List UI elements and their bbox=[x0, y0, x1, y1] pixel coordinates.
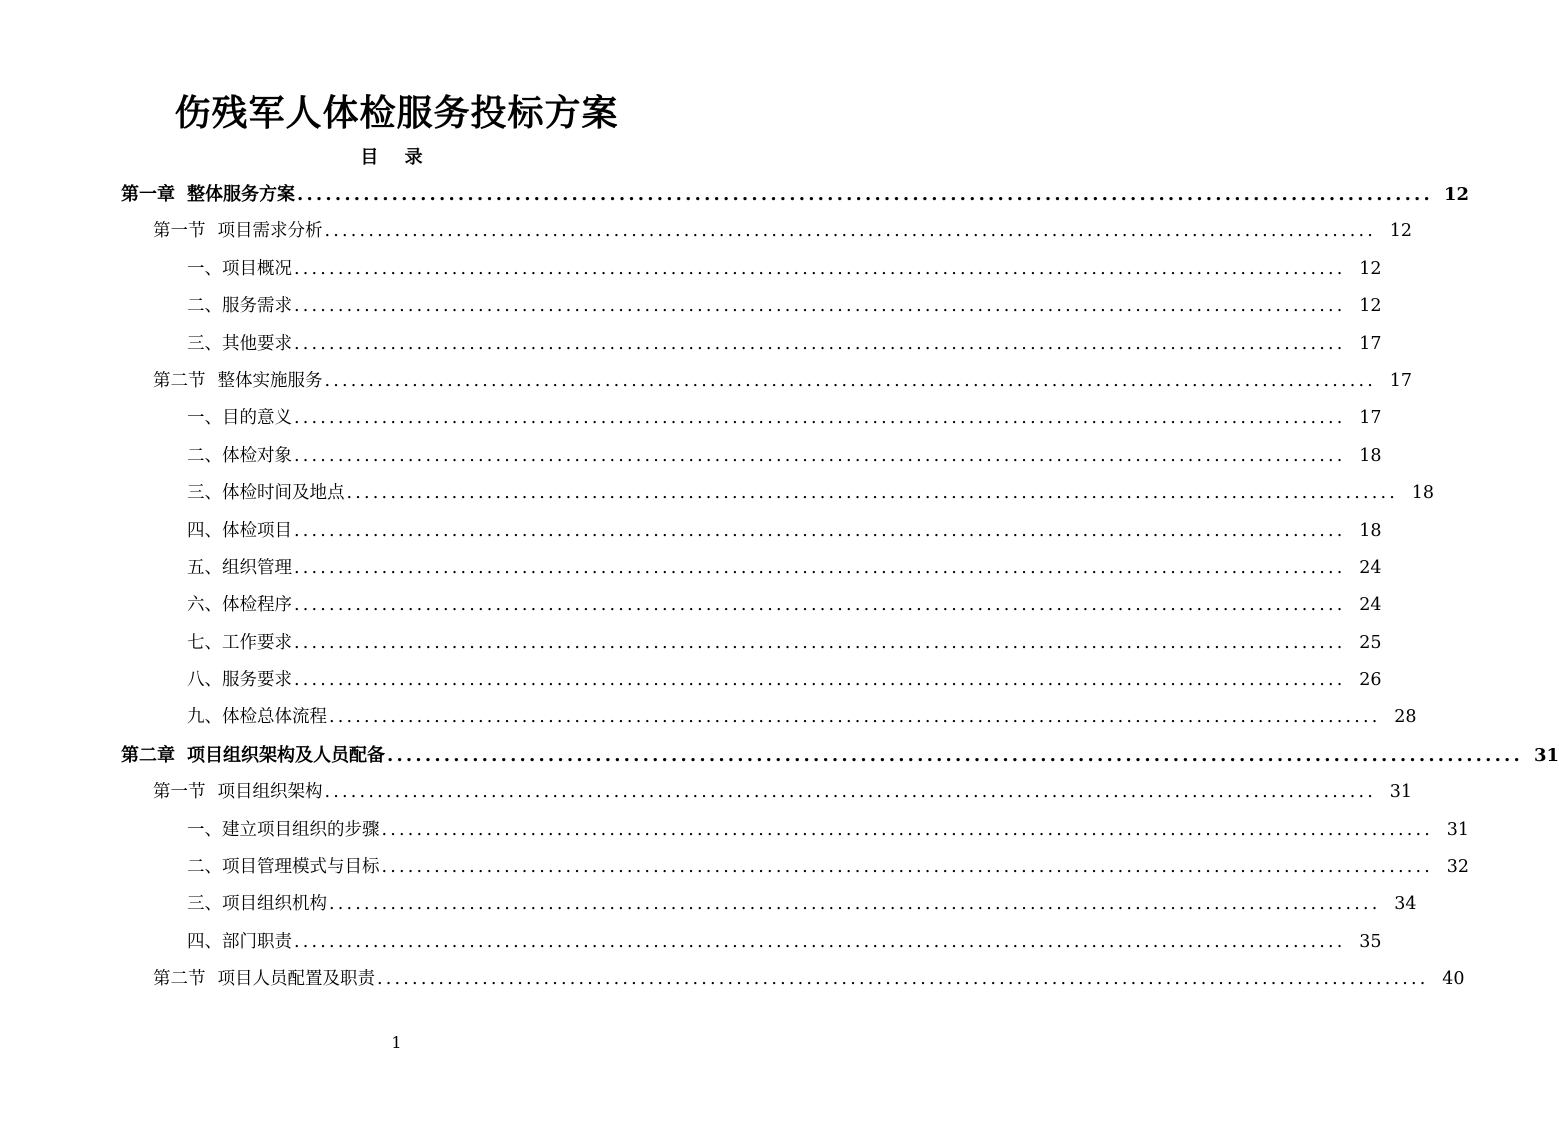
toc-entry-label bbox=[153, 774, 323, 811]
toc-entry-label bbox=[187, 288, 292, 325]
toc-entry-label bbox=[187, 400, 292, 437]
dot-leader: ........................................................................................................................ bbox=[294, 445, 1346, 466]
toc-entry-label bbox=[187, 438, 292, 475]
dot-leader: ........................................................................................................................ bbox=[294, 333, 1346, 354]
toc-entry-label bbox=[187, 550, 292, 587]
table-of-contents bbox=[0, 176, 1559, 999]
toc-entry-label bbox=[187, 699, 327, 736]
toc-entry-page: 34 bbox=[1394, 894, 1417, 915]
toc-entry[interactable] bbox=[0, 774, 1413, 811]
dot-leader: ........................................................................................................................ bbox=[381, 819, 1434, 840]
toc-entry-page: 25 bbox=[1359, 632, 1382, 653]
dot-leader: ........................................................................................................................ bbox=[387, 744, 1523, 766]
toc-entry-page: 31 bbox=[1533, 744, 1559, 766]
toc-entry[interactable] bbox=[0, 662, 1382, 699]
toc-entry-label bbox=[187, 326, 292, 363]
toc-entry-page: 24 bbox=[1359, 557, 1382, 578]
toc-entry[interactable] bbox=[0, 513, 1382, 550]
dot-leader: ........................................................................................................................ bbox=[294, 520, 1346, 541]
toc-entry[interactable] bbox=[0, 251, 1382, 288]
toc-entry-prefix: 第一节 bbox=[153, 782, 206, 803]
toc-entry-page: 18 bbox=[1359, 520, 1382, 541]
toc-entry-page: 31 bbox=[1389, 782, 1413, 803]
toc-entry-page: 17 bbox=[1359, 333, 1382, 354]
dot-leader: ........................................................................................................................ bbox=[324, 782, 1377, 803]
toc-entry-title: 项目组织架构 bbox=[217, 782, 323, 803]
toc-entry-label bbox=[187, 513, 292, 550]
toc-entry-title: 一、建立项目组织的步骤 bbox=[187, 819, 380, 840]
dot-leader: ........................................................................................................................ bbox=[381, 857, 1434, 878]
toc-entry[interactable] bbox=[0, 699, 1417, 736]
dot-leader: ........................................................................................................................ bbox=[324, 370, 1377, 391]
toc-entry-title: 整体实施服务 bbox=[217, 370, 323, 391]
dot-leader: ........................................................................................................................ bbox=[324, 221, 1377, 242]
toc-entry-prefix: 第二节 bbox=[153, 969, 206, 990]
toc-entry[interactable] bbox=[0, 550, 1382, 587]
toc-entry[interactable] bbox=[0, 438, 1382, 475]
toc-entry-title: 一、目的意义 bbox=[187, 408, 292, 429]
toc-entry-label bbox=[187, 587, 292, 624]
toc-entry-title: 三、体检时间及地点 bbox=[187, 483, 345, 504]
toc-entry-label bbox=[187, 886, 327, 923]
toc-entry-prefix: 第二节 bbox=[153, 370, 206, 391]
toc-heading: 目 录 bbox=[360, 147, 433, 168]
toc-entry-label bbox=[187, 812, 380, 849]
toc-entry[interactable] bbox=[0, 924, 1382, 961]
toc-entry-page: 12 bbox=[1389, 221, 1413, 242]
toc-entry-title: 六、体检程序 bbox=[187, 595, 292, 616]
toc-entry[interactable] bbox=[0, 625, 1382, 662]
toc-entry-page: 40 bbox=[1442, 969, 1465, 990]
toc-entry-title: 二、服务需求 bbox=[187, 296, 292, 317]
toc-entry-page: 12 bbox=[1443, 184, 1469, 205]
toc-entry[interactable] bbox=[0, 475, 1435, 512]
page-number: 1 bbox=[391, 1033, 402, 1052]
toc-entry-title: 项目需求分析 bbox=[217, 221, 323, 242]
dot-leader: ........................................................................................................................ bbox=[294, 632, 1346, 653]
dot-leader: ........................................................................................................................ bbox=[294, 408, 1346, 429]
toc-entry-title: 整体服务方案 bbox=[187, 184, 295, 205]
toc-entry-label bbox=[187, 849, 380, 886]
toc-entry-label bbox=[187, 924, 292, 961]
dot-leader: ........................................................................................................................ bbox=[294, 931, 1346, 952]
toc-entry-title: 一、项目概况 bbox=[187, 258, 292, 279]
toc-entry-label bbox=[153, 961, 375, 998]
toc-entry-title: 七、工作要求 bbox=[187, 632, 292, 653]
toc-entry-page: 17 bbox=[1389, 370, 1413, 391]
toc-entry-label bbox=[121, 737, 385, 774]
toc-entry-page: 18 bbox=[1411, 483, 1435, 504]
toc-entry-title: 四、部门职责 bbox=[187, 931, 292, 952]
toc-entry-page: 31 bbox=[1446, 819, 1470, 840]
dot-leader: ........................................................................................................................ bbox=[294, 557, 1346, 578]
toc-entry-title: 九、体检总体流程 bbox=[187, 707, 327, 728]
toc-entry[interactable] bbox=[0, 288, 1382, 325]
toc-entry-page: 12 bbox=[1359, 296, 1382, 317]
toc-entry-page: 17 bbox=[1359, 408, 1382, 429]
toc-entry[interactable] bbox=[0, 737, 1559, 774]
toc-entry-page: 18 bbox=[1359, 445, 1382, 466]
dot-leader: ........................................................................................................................ bbox=[346, 483, 1399, 504]
toc-entry-title: 三、项目组织机构 bbox=[187, 894, 327, 915]
toc-entry-label bbox=[187, 251, 292, 288]
dot-leader: ........................................................................................................................ bbox=[294, 258, 1346, 279]
toc-entry[interactable] bbox=[0, 213, 1413, 250]
toc-entry-label bbox=[153, 213, 323, 250]
toc-entry-title: 项目组织架构及人员配备 bbox=[187, 744, 385, 766]
toc-entry[interactable] bbox=[0, 587, 1382, 624]
toc-entry[interactable] bbox=[0, 886, 1417, 923]
toc-entry-title: 八、服务要求 bbox=[187, 670, 292, 691]
toc-entry-page: 24 bbox=[1359, 595, 1382, 616]
toc-entry-page: 32 bbox=[1446, 857, 1470, 878]
dot-leader: ........................................................................................................................ bbox=[294, 595, 1346, 616]
toc-entry-title: 二、体检对象 bbox=[187, 445, 292, 466]
toc-entry-prefix: 第一章 bbox=[121, 184, 175, 205]
toc-entry-prefix: 第一节 bbox=[153, 221, 206, 242]
toc-entry[interactable] bbox=[0, 849, 1470, 886]
toc-entry-label bbox=[153, 363, 323, 400]
dot-leader: ........................................................................................................................ bbox=[329, 707, 1381, 728]
toc-entry[interactable] bbox=[0, 961, 1465, 998]
document-title: 伤残军人体检服务投标方案 bbox=[174, 92, 619, 134]
toc-entry[interactable] bbox=[0, 326, 1382, 363]
toc-entry-page: 28 bbox=[1394, 707, 1417, 728]
toc-entry-title: 五、组织管理 bbox=[187, 557, 292, 578]
toc-entry[interactable] bbox=[0, 363, 1413, 400]
toc-entry-page: 26 bbox=[1359, 670, 1382, 691]
toc-entry[interactable] bbox=[0, 400, 1382, 437]
toc-entry-label bbox=[121, 176, 295, 213]
dot-leader: ........................................................................................................................ bbox=[294, 296, 1346, 317]
dot-leader: ........................................................................................................................ bbox=[329, 894, 1381, 915]
dot-leader: ........................................................................................................................ bbox=[297, 184, 1433, 205]
dot-leader: ........................................................................................................................ bbox=[294, 670, 1346, 691]
toc-entry-title: 项目人员配置及职责 bbox=[217, 969, 375, 990]
toc-entry[interactable] bbox=[0, 176, 1469, 213]
toc-entry-prefix: 第二章 bbox=[121, 744, 175, 766]
dot-leader: ........................................................................................................................ bbox=[377, 969, 1429, 990]
toc-entry-page: 12 bbox=[1359, 258, 1382, 279]
toc-entry-title: 三、其他要求 bbox=[187, 333, 292, 354]
toc-entry-title: 二、项目管理模式与目标 bbox=[187, 857, 380, 878]
toc-entry-label bbox=[187, 662, 292, 699]
toc-entry[interactable] bbox=[0, 812, 1470, 849]
toc-entry-page: 35 bbox=[1359, 931, 1382, 952]
toc-entry-label bbox=[187, 625, 292, 662]
toc-entry-title: 四、体检项目 bbox=[187, 520, 292, 541]
toc-entry-label bbox=[187, 475, 345, 512]
